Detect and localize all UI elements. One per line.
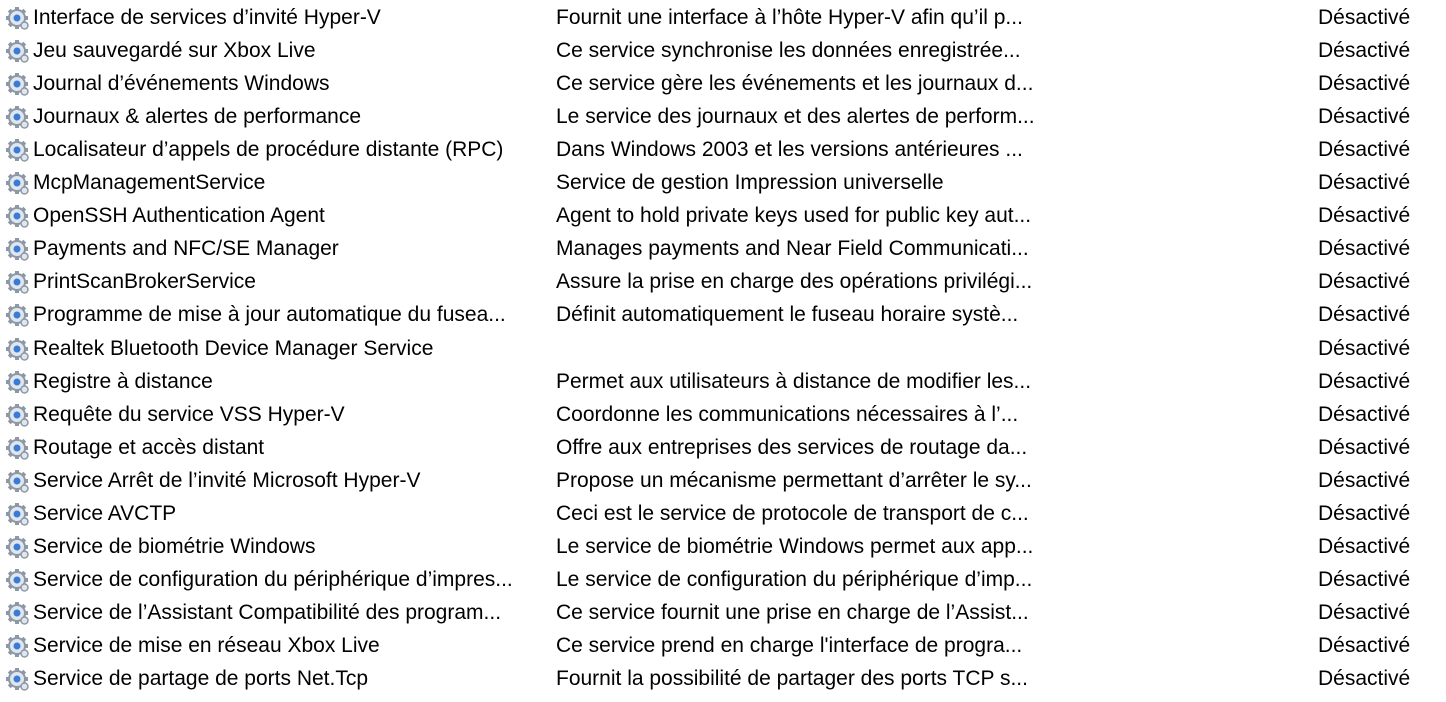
- service-startup-type: Désactivé: [1318, 6, 1411, 29]
- service-gear-icon: [4, 71, 30, 97]
- service-row[interactable]: [0, 332, 1446, 365]
- service-description: Service de gestion Impression universelle: [556, 171, 944, 195]
- service-gear-icon: [4, 137, 30, 163]
- service-description: Ce service fournit une prise en charge de l’Assist...: [556, 600, 1029, 624]
- service-name: Journal d’événements Windows: [33, 72, 330, 96]
- service-row[interactable]: [0, 497, 1446, 530]
- service-description: Assure la prise en charge des opérations privilégi...: [556, 270, 1033, 294]
- service-name: Service de mise en réseau Xbox Live: [33, 633, 380, 657]
- service-startup-type: Désactivé: [1318, 435, 1411, 459]
- service-name: Routage et accès distant: [33, 435, 265, 459]
- service-startup-type: Désactivé: [1318, 39, 1411, 63]
- service-startup-type: Désactivé: [1318, 72, 1411, 96]
- service-row[interactable]: [0, 596, 1446, 629]
- service-name: Service de biométrie Windows: [33, 534, 316, 558]
- service-startup-type: Désactivé: [1318, 237, 1411, 261]
- service-description: Propose un mécanisme permettant d’arrêter le sy...: [556, 468, 1032, 492]
- service-description: Ce service prend en charge l'interface de progra...: [556, 633, 1023, 657]
- service-row[interactable]: [0, 298, 1446, 331]
- service-row[interactable]: [0, 199, 1446, 232]
- service-startup-type: Désactivé: [1318, 468, 1411, 492]
- service-gear-icon: [4, 170, 30, 196]
- service-name: Service de configuration du périphérique d’impres...: [33, 567, 513, 591]
- service-gear-icon: [4, 369, 30, 395]
- service-startup-type: Désactivé: [1318, 336, 1411, 360]
- service-description: Le service de configuration du périphérique d’imp...: [556, 567, 1033, 591]
- service-name: Programme de mise à jour automatique du fusea...: [33, 303, 506, 327]
- service-row[interactable]: [0, 166, 1446, 199]
- service-description: Offre aux entreprises des services de routage da...: [556, 435, 1028, 459]
- service-name: Payments and NFC/SE Manager: [33, 237, 339, 261]
- service-description: Permet aux utilisateurs à distance de modifier les...: [556, 369, 1032, 393]
- service-row[interactable]: [0, 67, 1446, 100]
- service-startup-type: Désactivé: [1318, 402, 1411, 426]
- service-row[interactable]: [0, 34, 1446, 67]
- service-gear-icon: [4, 666, 30, 692]
- service-gear-icon: [4, 567, 30, 593]
- service-gear-icon: [4, 203, 30, 229]
- service-row[interactable]: [0, 464, 1446, 497]
- service-gear-icon: [4, 468, 30, 494]
- service-description: Coordonne les communications nécessaires à l’...: [556, 402, 1019, 426]
- service-startup-type: Désactivé: [1318, 270, 1411, 294]
- service-description: Le service des journaux et des alertes de perform...: [556, 105, 1035, 129]
- service-startup-type: Désactivé: [1318, 303, 1411, 327]
- service-name: Requête du service VSS Hyper-V: [33, 402, 345, 426]
- service-name: Interface de services d’invité Hyper-V: [33, 6, 381, 29]
- service-startup-type: Désactivé: [1318, 600, 1411, 624]
- service-row[interactable]: [0, 563, 1446, 596]
- service-startup-type: Désactivé: [1318, 138, 1411, 162]
- service-startup-type: Désactivé: [1318, 105, 1411, 129]
- service-startup-type: Désactivé: [1318, 171, 1411, 195]
- service-startup-type: Désactivé: [1318, 369, 1411, 393]
- service-description: Agent to hold private keys used for public key aut...: [556, 204, 1032, 228]
- service-gear-icon: [4, 402, 30, 428]
- service-row[interactable]: [0, 662, 1446, 695]
- service-startup-type: Désactivé: [1318, 204, 1411, 228]
- service-name: Jeu sauvegardé sur Xbox Live: [33, 39, 316, 63]
- service-row[interactable]: [0, 265, 1446, 298]
- service-name: OpenSSH Authentication Agent: [33, 204, 325, 228]
- service-name: Service de partage de ports Net.Tcp: [33, 667, 369, 690]
- service-description: Ceci est le service de protocole de transport de c...: [556, 501, 1029, 525]
- service-row[interactable]: [0, 530, 1446, 563]
- service-name: Realtek Bluetooth Device Manager Service: [33, 336, 434, 360]
- service-gear-icon: [4, 600, 30, 626]
- service-gear-icon: [4, 534, 30, 560]
- service-startup-type: Désactivé: [1318, 667, 1411, 690]
- service-description: Manages payments and Near Field Communicati...: [556, 237, 1029, 261]
- service-gear-icon: [4, 236, 30, 262]
- service-description: Ce service synchronise les données enregistrée...: [556, 39, 1021, 63]
- service-gear-icon: [4, 302, 30, 328]
- service-name: Journaux & alertes de performance: [33, 105, 362, 129]
- service-gear-icon: [4, 435, 30, 461]
- service-name: Registre à distance: [33, 369, 213, 393]
- service-startup-type: Désactivé: [1318, 633, 1411, 657]
- service-description: Ce service gère les événements et les journaux d...: [556, 72, 1034, 96]
- service-row[interactable]: [0, 398, 1446, 431]
- service-description: Définit automatiquement le fuseau horaire systè...: [556, 303, 1019, 327]
- service-row[interactable]: [0, 365, 1446, 398]
- service-name: Localisateur d’appels de procédure distante (RPC): [33, 138, 504, 162]
- service-name: PrintScanBrokerService: [33, 270, 256, 294]
- service-description: Dans Windows 2003 et les versions antérieures ...: [556, 138, 1023, 162]
- service-gear-icon: [4, 38, 30, 64]
- service-gear-icon: [4, 633, 30, 659]
- service-row[interactable]: [0, 431, 1446, 464]
- service-row[interactable]: [0, 100, 1446, 133]
- service-gear-icon: [4, 104, 30, 130]
- service-startup-type: Désactivé: [1318, 501, 1411, 525]
- service-description: Fournit la possibilité de partager des ports TCP s...: [556, 667, 1028, 690]
- service-name: Service Arrêt de l’invité Microsoft Hyper-V: [33, 468, 421, 492]
- service-gear-icon: [4, 269, 30, 295]
- service-row[interactable]: [0, 629, 1446, 662]
- service-gear-icon: [4, 5, 30, 31]
- service-gear-icon: [4, 501, 30, 527]
- service-description: Le service de biométrie Windows permet aux app...: [556, 534, 1034, 558]
- service-startup-type: Désactivé: [1318, 567, 1411, 591]
- service-name: McpManagementService: [33, 171, 266, 195]
- service-row[interactable]: [0, 133, 1446, 166]
- service-name: Service AVCTP: [33, 501, 177, 525]
- service-startup-type: Désactivé: [1318, 534, 1411, 558]
- service-name: Service de l’Assistant Compatibilité des program...: [33, 600, 502, 624]
- service-description: Fournit une interface à l’hôte Hyper-V afin qu’il p...: [556, 6, 1023, 29]
- service-row[interactable]: [0, 232, 1446, 265]
- service-gear-icon: [4, 336, 30, 362]
- service-row[interactable]: [0, 1, 1446, 34]
